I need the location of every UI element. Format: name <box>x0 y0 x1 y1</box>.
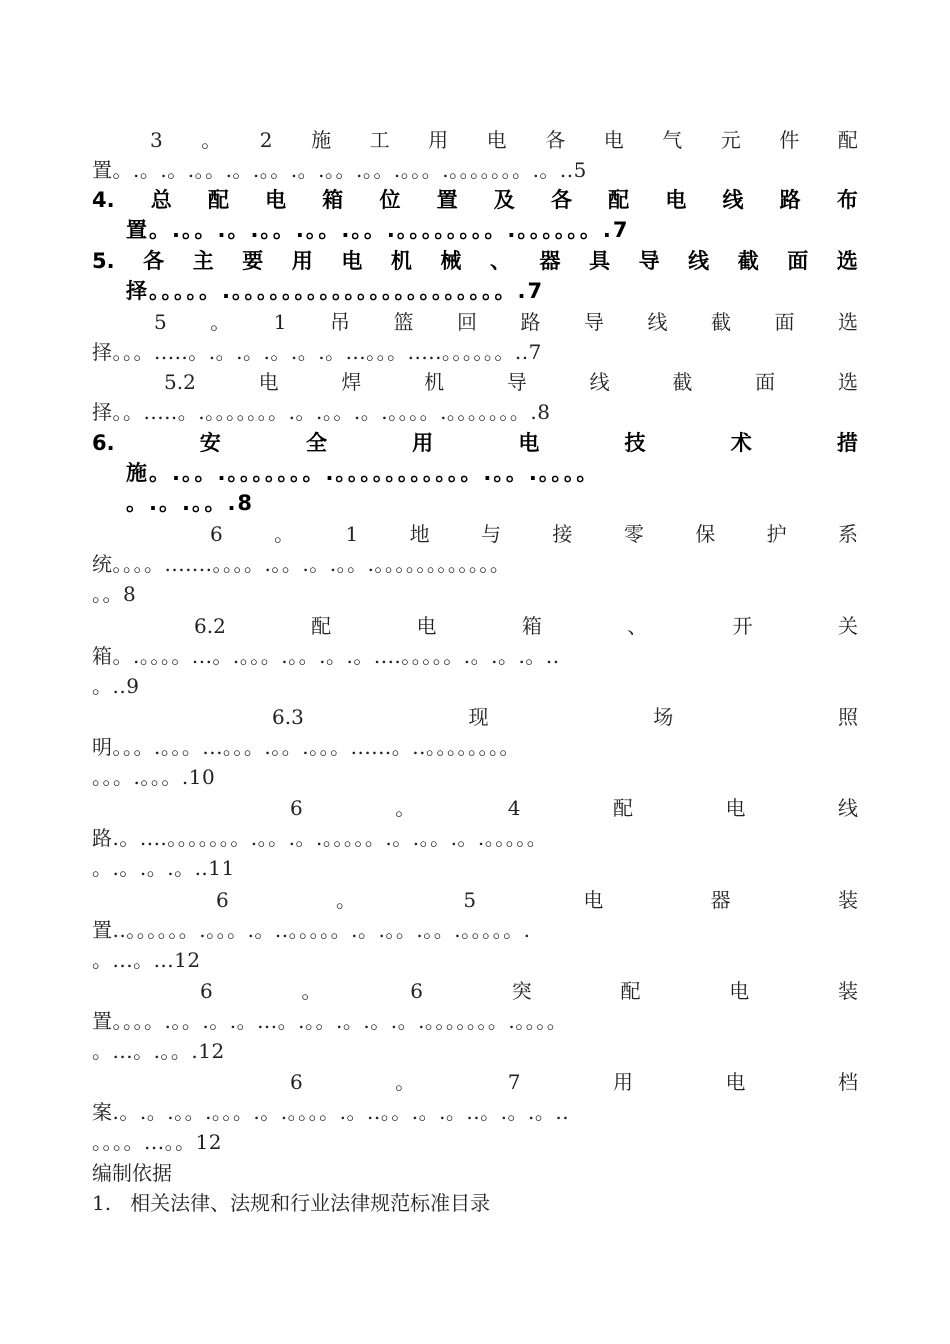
toc-title-char: 6 <box>290 1070 303 1094</box>
toc-title-char: 位 <box>379 188 401 212</box>
toc-title-char: 配 <box>311 614 332 638</box>
toc-entry-leader: 。.。.。。.8 <box>126 491 255 515</box>
toc-title-char: 5 <box>463 888 477 912</box>
toc-title-char: 用 <box>291 249 313 273</box>
toc-title-char: 护 <box>766 522 787 546</box>
toc-title-char: 配 <box>608 188 630 212</box>
toc-title-char: 用 <box>612 1070 633 1094</box>
toc-title-char: 器 <box>539 249 561 273</box>
toc-title-char: 各 <box>143 249 165 273</box>
toc-title-char: 配 <box>620 979 641 1003</box>
toc-title-char: 布 <box>836 188 858 212</box>
toc-entry-title <box>92 885 858 915</box>
toc-title-char: 开 <box>732 614 753 638</box>
toc-title-char: 电 <box>729 979 750 1003</box>
toc-entry-leader: 择。。.....。.。。。。。。。.。.。。.。.。。。。.。。。。。。。.8 <box>92 400 551 424</box>
toc-title-char: 1 <box>345 522 359 546</box>
toc-entry-leader: 。。8 <box>92 582 137 606</box>
toc-title-char: 件 <box>779 128 800 152</box>
toc-entry-leader: 。。。.。。。.10 <box>92 765 216 789</box>
toc-title-char: 路 <box>779 188 801 212</box>
toc-title-char: 置 <box>436 188 458 212</box>
toc-entry-leader: 案.。.。.。。.。。。.。.。。。。.。..。。.。.。..。.。.。.. <box>92 1100 570 1124</box>
toc-entry-title <box>92 246 858 276</box>
toc-entry-leader: 置。.。.。.。。.。.。。.。.。。.。。.。。。.。。。。。。。.。..5 <box>92 158 587 182</box>
toc-title-char: 。 <box>395 1070 416 1094</box>
toc-title-char: 选 <box>837 370 858 394</box>
toc-title-char: 具 <box>589 249 611 273</box>
toc-entry-leader: 。..9 <box>92 674 140 698</box>
toc-title-char: 6 <box>290 796 303 820</box>
toc-title-char: 6 <box>200 979 213 1003</box>
toc-title-char: 7 <box>507 1070 521 1094</box>
toc-title-char: 面 <box>774 310 795 334</box>
toc-title-char: 、 <box>627 614 648 638</box>
toc-title-char: 。 <box>201 128 222 152</box>
toc-title-char: 选 <box>836 249 858 273</box>
toc-title-char: 线 <box>688 249 710 273</box>
toc-title-char: 。 <box>274 522 295 546</box>
toc-title-char: 接 <box>552 522 573 546</box>
toc-entry-leader: 。...。.。。.12 <box>92 1039 225 1063</box>
toc-title-char: 截 <box>737 249 759 273</box>
toc-title-char: 、 <box>489 249 511 273</box>
toc-title-char: 5 <box>154 310 167 334</box>
toc-title-char: 6.3 <box>272 705 304 729</box>
toc-title-char: 。 <box>210 310 231 334</box>
toc-title-char: 技 <box>624 431 646 455</box>
toc-title-char: 电 <box>725 796 746 820</box>
toc-title-char: 吊 <box>329 310 350 334</box>
toc-title-char: 截 <box>710 310 731 334</box>
section-heading-basis: 编制依据 <box>92 1161 172 1185</box>
toc-entry-leader: 施。.。。.。。。。。。。.。。。。。。。。。。。.。。.。。。。 <box>126 461 600 485</box>
toc-title-char: 6 <box>410 979 423 1003</box>
toc-title-char: 线 <box>837 796 858 820</box>
toc-title-char: 电 <box>486 128 507 152</box>
toc-title-char: 4. <box>92 188 115 212</box>
section-item-laws: 1. 相关法律、法规和行业法律规范标准目录 <box>92 1191 491 1215</box>
toc-entry-leader: 路.。....。。。。。。。.。。.。.。。。。。.。.。。.。.。。。。。 <box>92 826 548 850</box>
toc-title-char: 总 <box>150 188 172 212</box>
toc-title-char: 6. <box>92 431 115 455</box>
toc-title-char: 焊 <box>341 370 362 394</box>
toc-title-char: 导 <box>638 249 660 273</box>
toc-entry-title <box>92 702 858 732</box>
toc-title-char: 电 <box>583 888 604 912</box>
toc-title-char: 器 <box>710 888 731 912</box>
toc-entry-title <box>92 519 858 549</box>
toc-title-char: 机 <box>424 370 445 394</box>
toc-title-char: 配 <box>207 188 229 212</box>
toc-title-char: 箱 <box>521 614 542 638</box>
toc-title-char: 现 <box>468 705 489 729</box>
toc-entry-leader: 置..。。。。。。.。。。.。..。。。。。.。.。。.。。.。。。。。. <box>92 918 531 942</box>
toc-title-char: 电 <box>341 249 363 273</box>
toc-entry-title <box>92 976 858 1006</box>
toc-title-char: 面 <box>755 370 776 394</box>
toc-title-char: 地 <box>409 522 430 546</box>
toc-title-char: 气 <box>662 128 683 152</box>
toc-entry-title <box>92 1067 858 1097</box>
toc-title-char: 机 <box>390 249 412 273</box>
toc-title-char: 要 <box>242 249 264 273</box>
toc-title-char: 关 <box>837 614 858 638</box>
toc-title-char: 回 <box>456 310 477 334</box>
toc-title-char: 6.2 <box>194 614 226 638</box>
toc-title-char: 导 <box>506 370 527 394</box>
toc-title-char: 1 <box>273 310 287 334</box>
toc-entry-title <box>92 367 858 397</box>
toc-title-char: 措 <box>836 431 858 455</box>
toc-entry-title <box>92 307 858 337</box>
toc-title-char: 3 <box>150 128 163 152</box>
toc-title-char: 电 <box>665 188 687 212</box>
toc-title-char: 电 <box>518 431 540 455</box>
toc-title-char: 装 <box>837 888 858 912</box>
toc-entry-title <box>92 611 858 641</box>
toc-title-char: 4 <box>507 796 521 820</box>
toc-entry-title <box>92 428 858 458</box>
toc-title-char: 电 <box>265 188 287 212</box>
toc-title-char: 各 <box>550 188 572 212</box>
toc-title-char: 6 <box>210 522 223 546</box>
toc-entry-leader: 统。。。。.......。。。。.。。.。.。。.。。。。。。。。。。。。 <box>92 552 511 576</box>
toc-title-char: 安 <box>199 431 221 455</box>
toc-entry-leader: 明。。。.。。。...。。。.。。.。。。......。..。。。。。。。。 <box>92 735 521 759</box>
toc-entry-leader: 。...。...12 <box>92 948 201 972</box>
toc-title-char: 及 <box>493 188 515 212</box>
toc-title-char: 线 <box>647 310 668 334</box>
toc-title-char: 5.2 <box>164 370 196 394</box>
toc-title-char: 各 <box>545 128 566 152</box>
toc-title-char: 截 <box>672 370 693 394</box>
toc-title-char: 面 <box>787 249 809 273</box>
toc-title-char: 。 <box>301 979 322 1003</box>
toc-title-char: 篮 <box>393 310 414 334</box>
toc-title-char: 路 <box>520 310 541 334</box>
toc-entry-leader: 置。。。。.。。.。.。...。.。。.。.。.。.。。。。。。。.。。。。 <box>92 1009 568 1033</box>
toc-title-char: 线 <box>589 370 610 394</box>
toc-title-char: 。 <box>336 888 357 912</box>
toc-entry-leader: 择。。。。。.。。。。。。。。。。。。。。。。。。。。。。.7 <box>126 279 545 303</box>
toc-title-char: 场 <box>653 705 674 729</box>
toc-title-char: 主 <box>192 249 214 273</box>
toc-title-char: 与 <box>481 522 502 546</box>
toc-entry-leader: 。.。.。.。..11 <box>92 856 235 880</box>
toc-entry-leader: 箱。.。。。。...。.。。。.。。.。.。....。。。。。.。.。.。.. <box>92 644 560 668</box>
toc-title-char: 用 <box>412 431 434 455</box>
toc-title-char: 电 <box>725 1070 746 1094</box>
toc-title-char: 导 <box>583 310 604 334</box>
toc-entry-title <box>92 125 858 155</box>
toc-title-char: 装 <box>837 979 858 1003</box>
toc-title-char: 突 <box>511 979 532 1003</box>
toc-title-char: 零 <box>623 522 644 546</box>
toc-title-char: 。 <box>395 796 416 820</box>
toc-title-char: 保 <box>695 522 716 546</box>
toc-title-char: 用 <box>428 128 449 152</box>
toc-entry-title <box>92 185 858 215</box>
toc-title-char: 全 <box>305 431 327 455</box>
toc-title-char: 选 <box>837 310 858 334</box>
toc-title-char: 照 <box>837 705 858 729</box>
toc-title-char: 6 <box>216 888 229 912</box>
toc-entry-leader: 。。。。...。。12 <box>92 1130 223 1154</box>
toc-title-char: 术 <box>730 431 752 455</box>
toc-entry-leader: 置。.。。.。.。。.。。.。。.。。。。。。。。.。。。。。。.7 <box>126 218 630 242</box>
toc-title-char: 线 <box>722 188 744 212</box>
toc-title-char: 配 <box>612 796 633 820</box>
toc-title-char: 械 <box>440 249 462 273</box>
toc-title-char: 元 <box>720 128 741 152</box>
toc-title-char: 档 <box>837 1070 858 1094</box>
toc-title-char: 5. <box>92 249 115 273</box>
toc-title-char: 电 <box>603 128 624 152</box>
toc-title-char: 配 <box>837 128 858 152</box>
toc-title-char: 2 <box>259 128 273 152</box>
toc-title-char: 电 <box>258 370 279 394</box>
toc-entry-leader: 择。。。.....。.。.。.。.。.。...。。。.....。。。。。。..7 <box>92 340 542 364</box>
toc-entry-title <box>92 793 858 823</box>
toc-title-char: 工 <box>369 128 390 152</box>
toc-title-char: 箱 <box>322 188 344 212</box>
toc-title-char: 系 <box>837 522 858 546</box>
toc-title-char: 施 <box>311 128 332 152</box>
toc-title-char: 电 <box>416 614 437 638</box>
